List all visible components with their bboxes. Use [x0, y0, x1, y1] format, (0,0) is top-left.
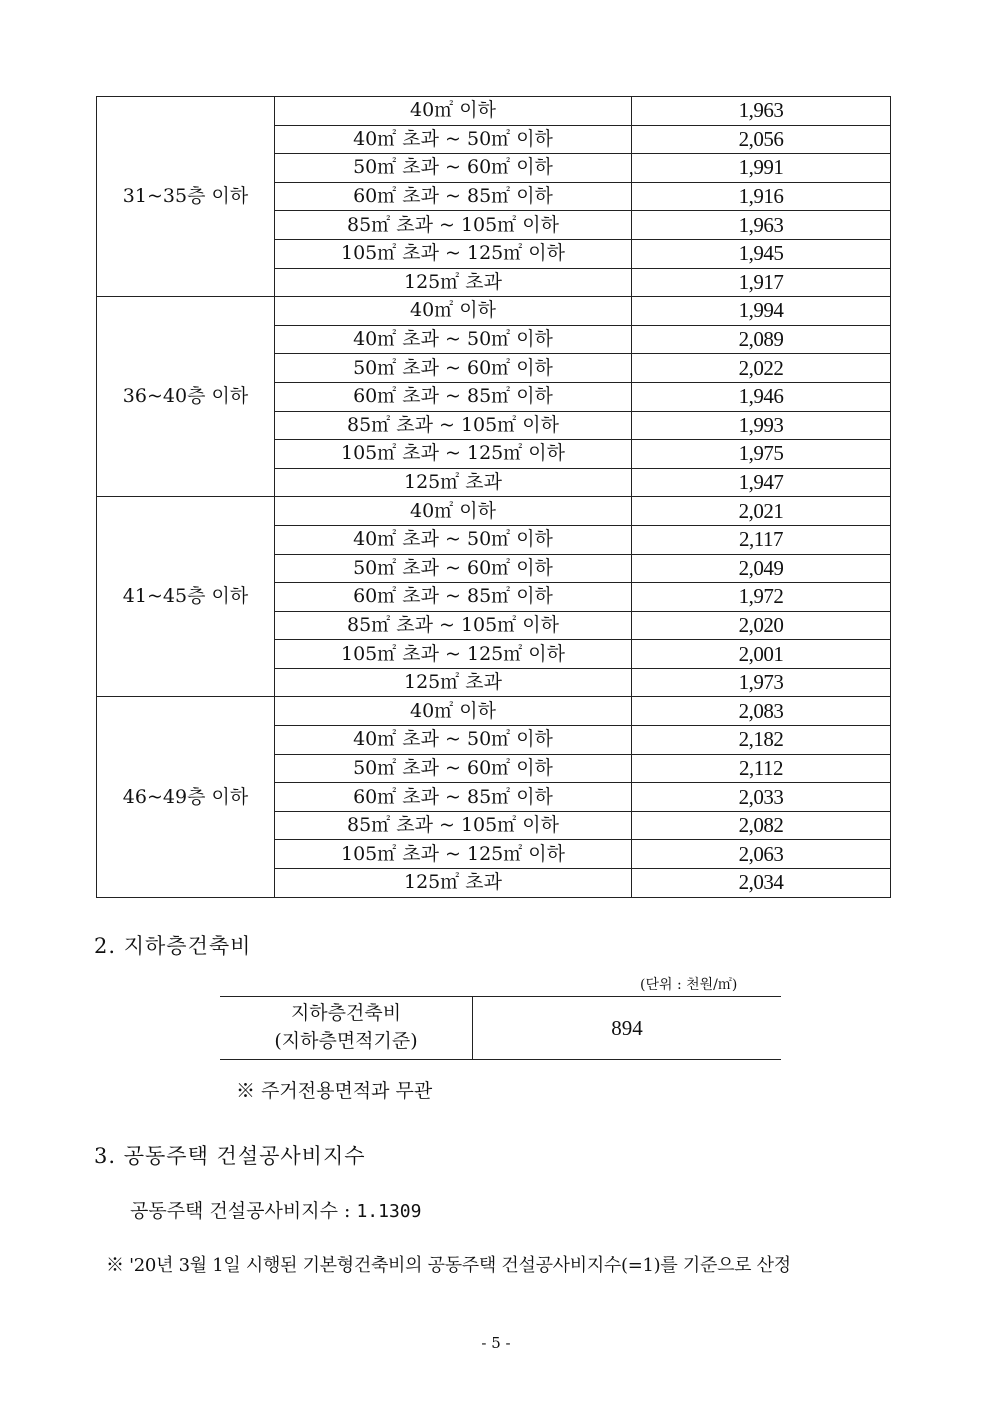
- area-range-cell: 125㎡ 초과: [275, 668, 632, 697]
- underground-cost-label: [220, 997, 473, 1060]
- area-range-cell: 50㎡ 초과 ~ 60㎡ 이하: [275, 754, 632, 783]
- cost-cell: 1,916: [632, 182, 891, 211]
- section-3-title: 3. 공동주택 건설공사비지수: [94, 1144, 366, 1168]
- cost-cell: 2,082: [632, 811, 891, 840]
- cost-cell: 2,089: [632, 325, 891, 354]
- area-range-cell: 60㎡ 초과 ~ 85㎡ 이하: [275, 382, 632, 411]
- cost-cell: 1,946: [632, 382, 891, 411]
- floor-range-cell: 31~35층 이하: [97, 97, 275, 297]
- section-3-note: ※ '20년 3월 1일 시행된 기본형건축비의 공동주택 건설공사비지수(=1)를 기준으로 산정: [106, 1255, 791, 1276]
- cost-cell: 2,001: [632, 640, 891, 669]
- construction-cost-table: [96, 96, 891, 898]
- cost-cell: 2,049: [632, 554, 891, 583]
- area-range-cell: 85㎡ 초과 ~ 105㎡ 이하: [275, 611, 632, 640]
- area-range-cell: 40㎡ 초과 ~ 50㎡ 이하: [275, 125, 632, 154]
- cost-cell: 1,947: [632, 468, 891, 497]
- construction-index-label: 공동주택 건설공사비지수 :: [130, 1200, 351, 1222]
- cost-cell: 1,975: [632, 440, 891, 469]
- underground-cost-label-line1: 지하층건축비: [290, 1002, 402, 1025]
- floor-range-cell: 46~49층 이하: [97, 697, 275, 897]
- underground-cost-value: 894: [611, 1015, 643, 1040]
- cost-cell: 2,083: [632, 697, 891, 726]
- area-range-cell: 105㎡ 초과 ~ 125㎡ 이하: [275, 239, 632, 268]
- cost-cell: 2,022: [632, 354, 891, 383]
- area-range-cell: 125㎡ 초과: [275, 268, 632, 297]
- table-row: [97, 97, 891, 126]
- table-row: [97, 297, 891, 326]
- area-range-cell: 40㎡ 이하: [275, 497, 632, 526]
- area-range-cell: 85㎡ 초과 ~ 105㎡ 이하: [275, 411, 632, 440]
- page-number: - 5 -: [481, 1334, 511, 1352]
- area-range-cell: 125㎡ 초과: [275, 869, 632, 898]
- underground-cost-table: [220, 996, 781, 1060]
- construction-index-value: 1.1309: [356, 1201, 422, 1222]
- cost-cell: 2,182: [632, 726, 891, 755]
- area-range-cell: 40㎡ 이하: [275, 297, 632, 326]
- cost-cell: 2,020: [632, 611, 891, 640]
- cost-cell: 1,994: [632, 297, 891, 326]
- cost-cell: 2,033: [632, 783, 891, 812]
- cost-cell: 2,117: [632, 525, 891, 554]
- cost-cell: 1,973: [632, 668, 891, 697]
- cost-cell: 1,963: [632, 211, 891, 240]
- cost-cell: 2,112: [632, 754, 891, 783]
- section-2-note: ※ 주거전용면적과 무관: [236, 1080, 433, 1102]
- area-range-cell: 105㎡ 초과 ~ 125㎡ 이하: [275, 840, 632, 869]
- cost-cell: 1,993: [632, 411, 891, 440]
- area-range-cell: 105㎡ 초과 ~ 125㎡ 이하: [275, 440, 632, 469]
- cost-cell: 1,991: [632, 154, 891, 183]
- area-range-cell: 60㎡ 초과 ~ 85㎡ 이하: [275, 783, 632, 812]
- area-range-cell: 40㎡ 이하: [275, 697, 632, 726]
- cost-cell: 1,917: [632, 268, 891, 297]
- area-range-cell: 105㎡ 초과 ~ 125㎡ 이하: [275, 640, 632, 669]
- cost-cell: 2,056: [632, 125, 891, 154]
- cost-cell: 2,034: [632, 869, 891, 898]
- area-range-cell: 40㎡ 이하: [275, 97, 632, 126]
- cost-cell: 1,972: [632, 583, 891, 612]
- cost-cell: 1,945: [632, 239, 891, 268]
- area-range-cell: 125㎡ 초과: [275, 468, 632, 497]
- area-range-cell: 50㎡ 초과 ~ 60㎡ 이하: [275, 354, 632, 383]
- area-range-cell: 50㎡ 초과 ~ 60㎡ 이하: [275, 554, 632, 583]
- area-range-cell: 40㎡ 초과 ~ 50㎡ 이하: [275, 325, 632, 354]
- section-2-title: 2. 지하층건축비: [94, 934, 252, 958]
- area-range-cell: 85㎡ 초과 ~ 105㎡ 이하: [275, 811, 632, 840]
- table-row: [97, 697, 891, 726]
- area-range-cell: 60㎡ 초과 ~ 85㎡ 이하: [275, 583, 632, 612]
- floor-range-cell: 41~45층 이하: [97, 497, 275, 697]
- area-range-cell: 85㎡ 초과 ~ 105㎡ 이하: [275, 211, 632, 240]
- area-range-cell: 50㎡ 초과 ~ 60㎡ 이하: [275, 154, 632, 183]
- area-range-cell: 60㎡ 초과 ~ 85㎡ 이하: [275, 182, 632, 211]
- construction-cost-table-body: [97, 97, 891, 898]
- table-row: [220, 997, 781, 1060]
- cost-cell: 2,063: [632, 840, 891, 869]
- table-row: [97, 497, 891, 526]
- unit-label: (단위 : 천원/㎡): [640, 977, 738, 993]
- underground-cost-label-line2: (지하층면적기준): [274, 1030, 418, 1052]
- cost-cell: 1,963: [632, 97, 891, 126]
- cost-cell: 2,021: [632, 497, 891, 526]
- construction-index-line: [130, 1196, 421, 1223]
- floor-range-cell: 36~40층 이하: [97, 297, 275, 497]
- area-range-cell: 40㎡ 초과 ~ 50㎡ 이하: [275, 525, 632, 554]
- area-range-cell: 40㎡ 초과 ~ 50㎡ 이하: [275, 726, 632, 755]
